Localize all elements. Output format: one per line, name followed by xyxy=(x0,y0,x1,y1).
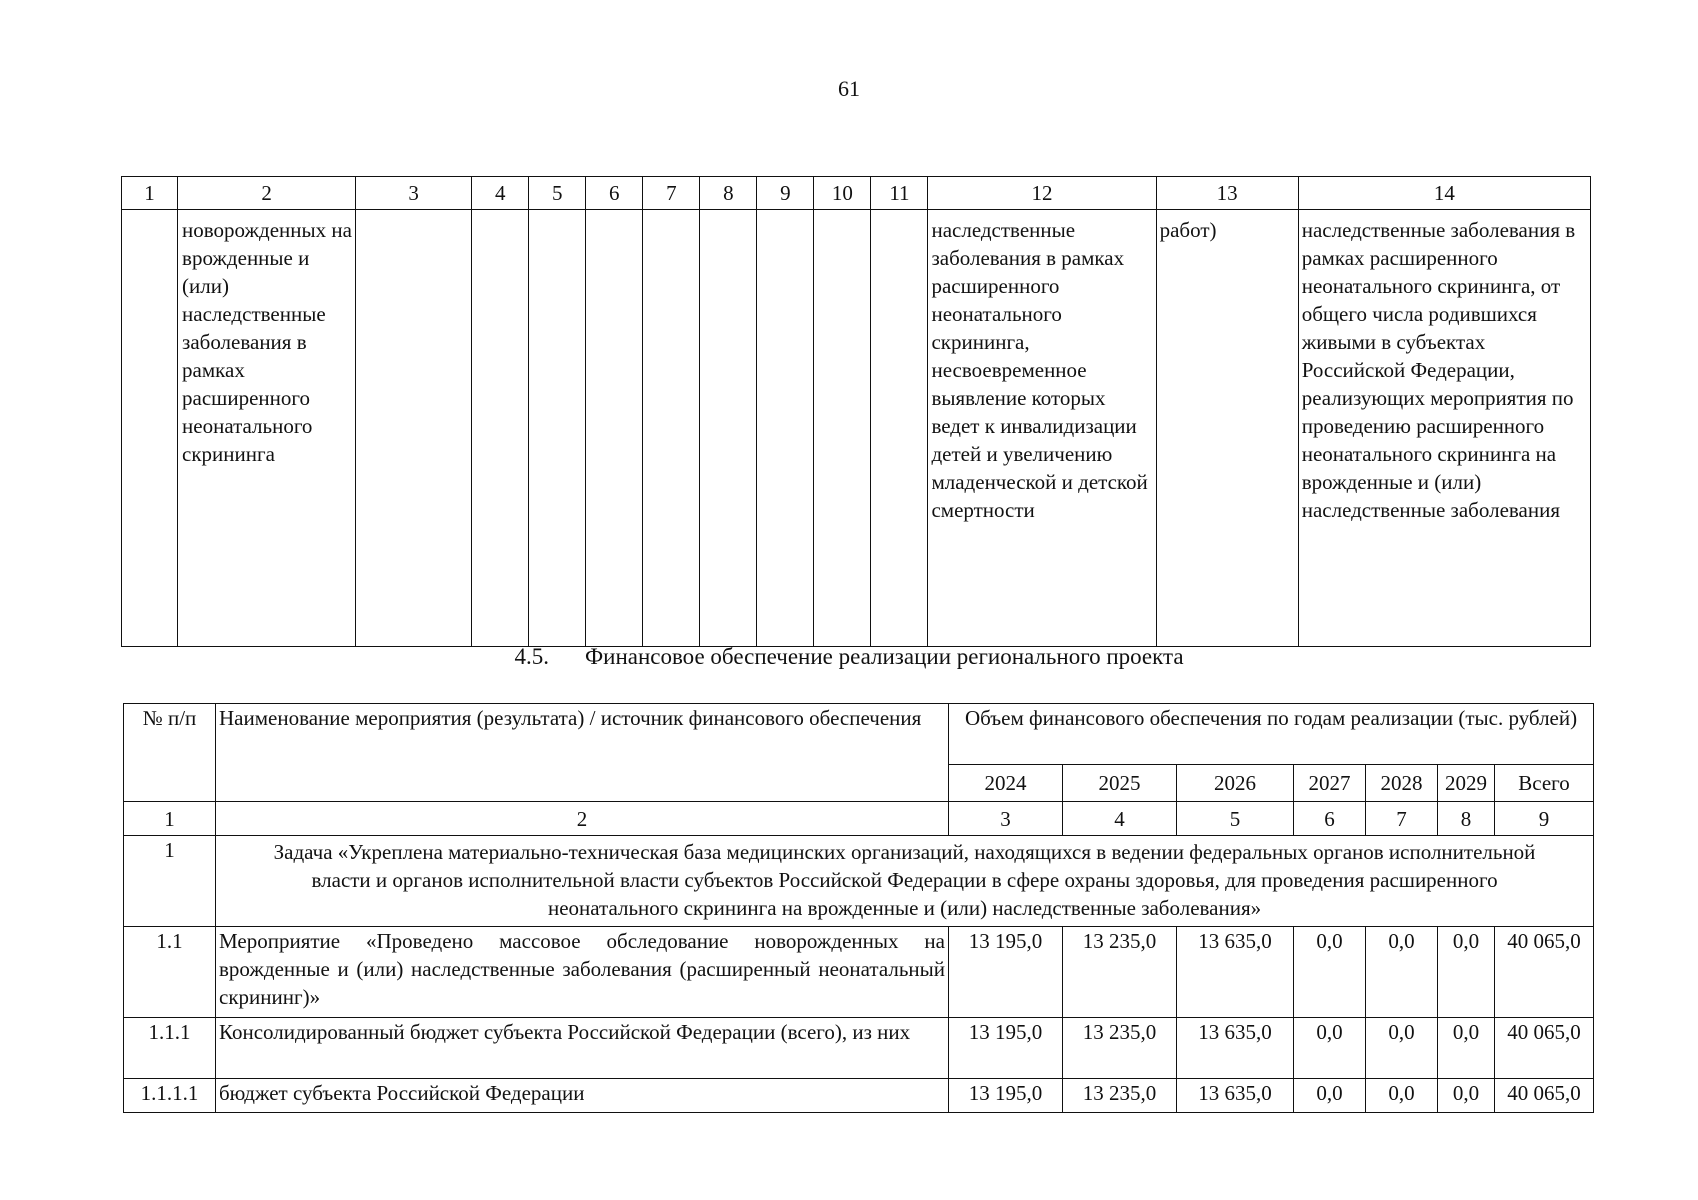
section-heading xyxy=(0,643,1698,671)
task-text: Задача «Укреплена материально-техническая база медицинских организаций, находящихся в ведении федеральных органов исполнительной власти и органов исполнительной власти субъектов Российской Федерации в сфере охраны здоровья, для проведения расширенного неонатального скрининга на врожденные и (или) наследственные заболевания» xyxy=(216,836,1594,927)
row-name: Мероприятие «Проведено массовое обследование новорожденных на врожденные и (или) наследственные заболевания (расширенный неонатальный скрининг)» xyxy=(216,927,949,1018)
header-year: 2028 xyxy=(1366,765,1438,802)
upper-cell-col14: наследственные заболевания в рамках расширенного неонатального скрининга, от общего числа родившихся живыми в субъектах Российской Федерации, реализующих мероприятия по проведению расширенного неонатального скрининга на врожденные и (или) наследственные заболевания xyxy=(1298,210,1590,647)
value-2028: 0,0 xyxy=(1366,1079,1438,1113)
upper-col-number: 6 xyxy=(586,177,643,210)
finance-table xyxy=(123,703,1594,1113)
table-row xyxy=(124,1079,1594,1113)
value-2024: 13 195,0 xyxy=(949,927,1063,1018)
value-2029: 0,0 xyxy=(1438,1079,1495,1113)
value-2029: 0,0 xyxy=(1438,1018,1495,1079)
value-2025: 13 235,0 xyxy=(1063,1018,1177,1079)
value-total: 40 065,0 xyxy=(1495,1018,1594,1079)
index-cell: 2 xyxy=(216,802,949,836)
index-cell: 9 xyxy=(1495,802,1594,836)
upper-cell-empty xyxy=(757,210,814,647)
upper-col-number: 12 xyxy=(928,177,1156,210)
row-num: 1.1.1.1 xyxy=(124,1079,216,1113)
header-year: 2024 xyxy=(949,765,1063,802)
index-cell: 4 xyxy=(1063,802,1177,836)
upper-cell-empty xyxy=(356,210,472,647)
row-num: 1.1 xyxy=(124,927,216,1018)
upper-col-number: 2 xyxy=(178,177,356,210)
row-name: бюджет субъекта Российской Федерации xyxy=(216,1079,949,1113)
header-name: Наименование мероприятия (результата) / источник финансового обеспечения xyxy=(216,704,949,802)
upper-col-number: 4 xyxy=(472,177,529,210)
upper-cell-col13: работ) xyxy=(1156,210,1298,647)
task-row xyxy=(124,836,1594,927)
row-num: 1.1.1 xyxy=(124,1018,216,1079)
header-volume: Объем финансового обеспечения по годам реализации (тыс. рублей) xyxy=(949,704,1594,765)
page-number: 61 xyxy=(838,76,860,101)
value-2024: 13 195,0 xyxy=(949,1079,1063,1113)
index-cell: 5 xyxy=(1177,802,1294,836)
upper-col-number: 8 xyxy=(700,177,757,210)
index-cell: 3 xyxy=(949,802,1063,836)
value-2027: 0,0 xyxy=(1294,927,1366,1018)
upper-cell-empty xyxy=(814,210,871,647)
table-row xyxy=(124,1018,1594,1079)
upper-cell-empty xyxy=(122,210,178,647)
index-cell: 7 xyxy=(1366,802,1438,836)
value-total: 40 065,0 xyxy=(1495,927,1594,1018)
finance-index-row xyxy=(124,802,1594,836)
upper-table-row xyxy=(122,210,1591,647)
value-2026: 13 635,0 xyxy=(1177,1079,1294,1113)
value-2025: 13 235,0 xyxy=(1063,927,1177,1018)
upper-col-number: 13 xyxy=(1156,177,1298,210)
upper-table xyxy=(121,176,1591,647)
value-2027: 0,0 xyxy=(1294,1079,1366,1113)
value-2025: 13 235,0 xyxy=(1063,1079,1177,1113)
upper-col-number: 9 xyxy=(757,177,814,210)
index-cell: 1 xyxy=(124,802,216,836)
upper-col-number: 3 xyxy=(356,177,472,210)
value-2026: 13 635,0 xyxy=(1177,927,1294,1018)
upper-col-number: 5 xyxy=(529,177,586,210)
value-2028: 0,0 xyxy=(1366,1018,1438,1079)
index-cell: 8 xyxy=(1438,802,1495,836)
upper-cell-empty xyxy=(871,210,928,647)
upper-cell-empty xyxy=(529,210,586,647)
upper-table-column-numbers xyxy=(122,177,1591,210)
upper-cell-empty xyxy=(586,210,643,647)
header-total: Всего xyxy=(1495,765,1594,802)
upper-col-number: 11 xyxy=(871,177,928,210)
section-title: Финансовое обеспечение реализации регионального проекта xyxy=(584,644,1184,669)
upper-col-number: 14 xyxy=(1298,177,1590,210)
value-2026: 13 635,0 xyxy=(1177,1018,1294,1079)
value-2028: 0,0 xyxy=(1366,927,1438,1018)
header-year: 2029 xyxy=(1438,765,1495,802)
header-year: 2026 xyxy=(1177,765,1294,802)
upper-cell-empty xyxy=(472,210,529,647)
upper-col-number: 1 xyxy=(122,177,178,210)
value-2024: 13 195,0 xyxy=(949,1018,1063,1079)
index-cell: 6 xyxy=(1294,802,1366,836)
upper-cell-empty xyxy=(643,210,700,647)
upper-cell-col2: новорожденных на врожденные и (или) наследственные заболевания в рамках расширенного неонатального скрининга xyxy=(178,210,356,647)
value-2027: 0,0 xyxy=(1294,1018,1366,1079)
header-num: № п/п xyxy=(124,704,216,802)
row-name: Консолидированный бюджет субъекта Российской Федерации (всего), из них xyxy=(216,1018,949,1079)
header-year: 2025 xyxy=(1063,765,1177,802)
value-total: 40 065,0 xyxy=(1495,1079,1594,1113)
table-row xyxy=(124,927,1594,1018)
section-number: 4.5. xyxy=(514,644,549,669)
value-2029: 0,0 xyxy=(1438,927,1495,1018)
upper-col-number: 7 xyxy=(643,177,700,210)
finance-header-row xyxy=(124,704,1594,765)
upper-cell-col12: наследственные заболевания в рамках расширенного неонатального скрининга, несвоевременное выявление которых ведет к инвалидизации детей и увеличению младенческой и детской смертности xyxy=(928,210,1156,647)
upper-col-number: 10 xyxy=(814,177,871,210)
task-num: 1 xyxy=(124,836,216,927)
header-year: 2027 xyxy=(1294,765,1366,802)
upper-cell-empty xyxy=(700,210,757,647)
